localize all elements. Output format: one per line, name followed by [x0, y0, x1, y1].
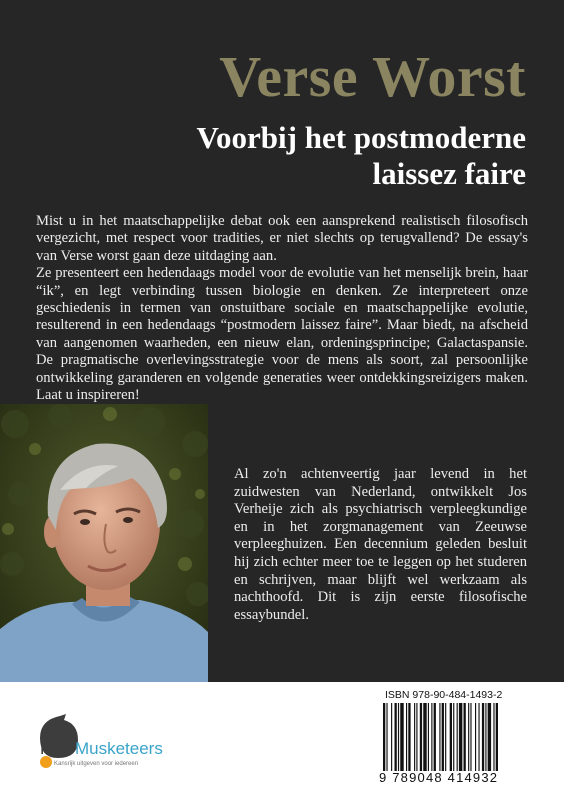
- blurb-paragraph-1: Mist u in het maatschappelijke debat ook een aansprekend realistisch filosofisch vergezicht, met respect voor tradities, er niet slechts op terugvallend? De essay's van Verse worst gaan deze uitdaging aan.: [36, 213, 528, 264]
- publisher-name: [40, 739, 163, 759]
- book-subtitle: Voorbij het postmoderne laissez faire: [196, 120, 526, 191]
- author-photo: [0, 404, 208, 682]
- blurb-paragraph-2: Ze presenteert een hedendaags model voor de evolutie van het menselijk brein, haar “ik”, en legt verbinding tussen biologie en denken. Ze interpreteert onze geschiedenis in termen van onstuitbare sociale en maatschappelijke evolutie, resulterend in een hedendaags “postmodern laissez faire”. Maar biedt, na afscheid van aangenomen waarheden, een nieuw elan, ordeningsprincipe; Galactaspansie. De pragmatische overlevingsstrategie voor de mens als soort, zal persoonlijke ontwikkeling garanderen en volgende generaties weer ontdekkingsreizigers maken. Laat u inspireren!: [36, 265, 528, 404]
- book-blurb: [36, 213, 528, 404]
- isbn-label: ISBN 978-90-484-1493-2: [385, 689, 503, 701]
- book-title: Verse Worst: [219, 44, 526, 109]
- publisher-name-free: Free: [40, 739, 75, 758]
- publisher-name-musketeers: Musketeers: [74, 739, 163, 758]
- author-bio: Al zo'n achtenveertig jaar levend in het zuidwesten van Nederland, ontwikkelt Jos Verheije zich als psychiatrisch verpleegkundige en in het zorgmanagement van Zeeuwse verpleeghuizen. Een decennium geleden besluit hij zich echter meer toe te leggen op het studeren en schrijven, maar blijft wel werkzaam als nachthoofd. Dit is zijn eerste filosofische essaybundel.: [234, 466, 527, 623]
- publisher-tagline: Kansrijk uitgeven voor iedereen: [54, 761, 139, 767]
- barcode-digits: 9 789048 414932: [379, 770, 499, 785]
- barcode-icon: [381, 703, 544, 771]
